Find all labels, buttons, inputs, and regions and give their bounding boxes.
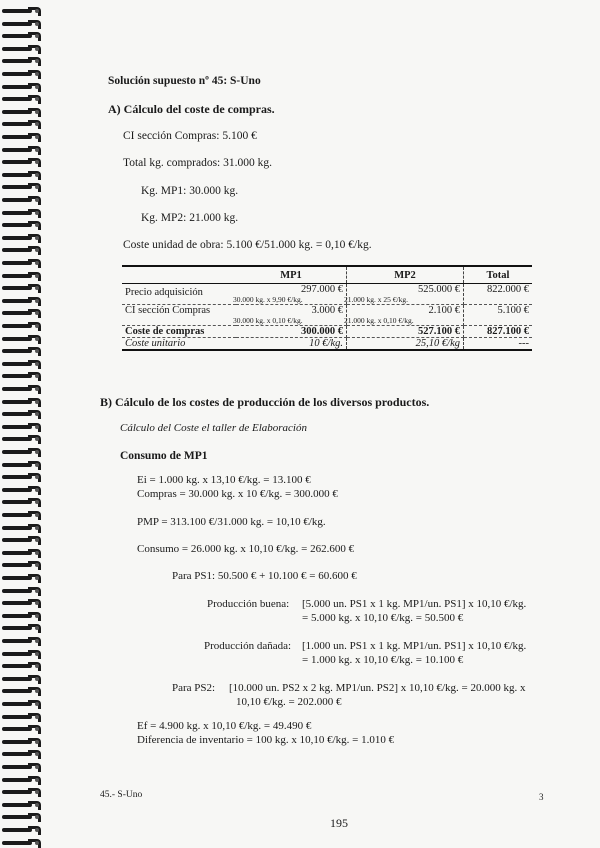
row-label: Precio adquisición <box>122 284 236 305</box>
binding-coil <box>2 96 38 103</box>
calc-line: Compras = 30.000 kg. x 10 €/kg. = 300.000 € <box>137 488 338 500</box>
page-number: 195 <box>330 816 348 830</box>
cell-mp2: 25,10 €/kg <box>347 338 464 351</box>
cell-value: 525.000 € <box>418 284 460 295</box>
binding-coil <box>2 827 38 834</box>
binding-coil <box>2 386 38 393</box>
cell-value: 297.000 € <box>301 284 343 295</box>
binding-coil <box>2 814 38 821</box>
section-a-line: Kg. MP1: 30.000 kg. <box>141 185 239 197</box>
calc-line: = 1.000 kg. x 10,10 €/kg. = 10.100 € <box>302 654 464 666</box>
binding-coil <box>2 298 38 305</box>
binding-coil <box>2 600 38 607</box>
binding-coil <box>2 436 38 443</box>
binding-coil <box>2 184 38 191</box>
binding-coil <box>2 688 38 695</box>
binding-coil <box>2 525 38 532</box>
binding-coil <box>2 273 38 280</box>
cell-total: 822.000 € <box>464 284 533 305</box>
binding-coil <box>2 562 38 569</box>
binding-coil <box>2 121 38 128</box>
calc-line: 10,10 €/kg. = 202.000 € <box>236 696 342 708</box>
binding-coil <box>2 147 38 154</box>
cell-mp1: 10 €/kg. <box>236 338 347 351</box>
binding-coil <box>2 751 38 758</box>
danada-label: Producción dañada: <box>204 640 292 652</box>
binding-coil <box>2 348 38 355</box>
binding-coil <box>2 789 38 796</box>
binding-coil <box>2 726 38 733</box>
section-a-line: Total kg. comprados: 31.000 kg. <box>123 157 272 169</box>
calc-line: Diferencia de inventario = 100 kg. x 10,10 €/kg. = 1.010 € <box>137 734 395 746</box>
section-a-line: CI sección Compras: 5.100 € <box>123 130 257 142</box>
table-row <box>122 284 532 305</box>
table-header-mp2: MP2 <box>347 266 464 284</box>
table-header-blank <box>122 266 236 284</box>
binding-coil <box>2 361 38 368</box>
binding-coil <box>2 676 38 683</box>
table-row <box>122 326 532 338</box>
binding-coil <box>2 46 38 53</box>
binding-coil <box>2 701 38 708</box>
cell-value: 2.100 € <box>428 305 460 316</box>
binding-coil <box>2 651 38 658</box>
section-b-subtitle: Cálculo del Coste el taller de Elaboración <box>120 422 307 434</box>
cell-mp2 <box>344 305 464 326</box>
table-header-total: Total <box>464 266 533 284</box>
binding-coil <box>2 764 38 771</box>
cell-total: 827.100 € <box>464 326 533 338</box>
cell-note: 30.000 kg. x 0,10 €/kg. <box>233 316 303 325</box>
binding-coil <box>2 323 38 330</box>
row-label: Coste de compras <box>122 326 236 338</box>
ps2-label: Para PS2: <box>172 682 216 694</box>
buena-label: Producción buena: <box>207 598 290 610</box>
binding-coil <box>2 802 38 809</box>
section-a-line: Coste unidad de obra: 5.100 €/51.000 kg. = 0,10 €/kg. <box>123 239 372 251</box>
binding-coil <box>2 8 38 15</box>
footer-left: 45.- S-Uno <box>100 790 143 800</box>
binding-coil <box>2 449 38 456</box>
binding-coil <box>2 210 38 217</box>
binding-coil <box>2 739 38 746</box>
binding-coil <box>2 399 38 406</box>
calc-line: Consumo = 26.000 kg. x 10,10 €/kg. = 262.600 € <box>137 543 355 555</box>
purchase-cost-table <box>122 265 532 351</box>
cell-note: 30.000 kg. x 9,90 €/kg. <box>233 295 303 304</box>
binding-coil <box>2 336 38 343</box>
binding-coil <box>2 134 38 141</box>
binding-coil <box>2 159 38 166</box>
binding-coil <box>2 550 38 557</box>
cell-mp1: 300.000 € <box>236 326 347 338</box>
binding-coil <box>2 58 38 65</box>
binding-coil <box>2 84 38 91</box>
section-a-line: Kg. MP2: 21.000 kg. <box>141 212 239 224</box>
binding-coil <box>2 411 38 418</box>
binding-coil <box>2 109 38 116</box>
binding-coil <box>2 21 38 28</box>
binding-coil <box>2 462 38 469</box>
table-row <box>122 338 532 351</box>
cell-total: --- <box>518 338 529 349</box>
cell-note: 21.000 kg. x 0,10 €/kg. <box>344 316 414 325</box>
cell-mp2: 527.100 € <box>347 326 464 338</box>
calc-line: Ei = 1.000 kg. x 13,10 €/kg. = 13.100 € <box>137 474 311 486</box>
section-b-title: B) Cálculo de los costes de producción de los diversos productos. <box>100 395 430 409</box>
cell-mp1 <box>233 305 347 326</box>
row-label: CI sección Compras <box>122 305 236 326</box>
calc-line: [1.000 un. PS1 x 1 kg. MP1/un. PS1] x 10,10 €/kg. <box>302 640 527 652</box>
binding-coil <box>2 310 38 317</box>
footer-right: 3 <box>539 792 544 802</box>
table-row <box>122 305 532 326</box>
binding-coil <box>2 197 38 204</box>
cell-total: 5.100 € <box>464 305 533 326</box>
binding-coil <box>2 373 38 380</box>
binding-coil <box>2 285 38 292</box>
document-heading: Solución supuesto nº 45: S-Uno <box>108 75 261 87</box>
section-a-title: A) Cálculo del coste de compras. <box>108 102 275 116</box>
binding-coil <box>2 235 38 242</box>
calc-line: [5.000 un. PS1 x 1 kg. MP1/un. PS1] x 10,10 €/kg. <box>302 598 527 610</box>
cell-note: 21.000 kg. x 25 €/kg. <box>344 295 408 304</box>
binding-coil <box>2 474 38 481</box>
binding-coil <box>2 512 38 519</box>
binding-coil <box>2 663 38 670</box>
binding-coil <box>2 625 38 632</box>
binding-coil <box>2 575 38 582</box>
binding-coil <box>2 71 38 78</box>
binding-coil <box>2 424 38 431</box>
binding-coil <box>2 613 38 620</box>
calc-line: [10.000 un. PS2 x 2 kg. MP1/un. PS2] x 10,10 €/kg. = 20.000 kg. x <box>229 682 526 694</box>
table-header-mp1: MP1 <box>236 266 347 284</box>
binding-coil <box>2 777 38 784</box>
consumo-title: Consumo de MP1 <box>120 450 208 462</box>
binding-coil <box>2 487 38 494</box>
binding-coil <box>2 537 38 544</box>
cell-value: 3.000 € <box>311 305 343 316</box>
calc-line: PMP = 313.100 €/31.000 kg. = 10,10 €/kg. <box>137 516 326 528</box>
cell-mp1 <box>233 284 347 305</box>
calc-line: Ef = 4.900 kg. x 10,10 €/kg. = 49.490 € <box>137 720 312 732</box>
row-label: Coste unitario <box>125 338 186 349</box>
binding-coil <box>2 588 38 595</box>
calc-line: = 5.000 kg. x 10,10 €/kg. = 50.500 € <box>302 612 464 624</box>
binding-coil <box>2 714 38 721</box>
calc-line: Para PS1: 50.500 € + 10.100 € = 60.600 € <box>172 570 357 582</box>
cell-mp2 <box>344 284 464 305</box>
binding-coil <box>2 840 38 847</box>
binding-coil <box>2 638 38 645</box>
binding-coil <box>2 33 38 40</box>
spiral-binding <box>0 0 42 848</box>
binding-coil <box>2 222 38 229</box>
binding-coil <box>2 499 38 506</box>
binding-coil <box>2 172 38 179</box>
binding-coil <box>2 260 38 267</box>
binding-coil <box>2 247 38 254</box>
